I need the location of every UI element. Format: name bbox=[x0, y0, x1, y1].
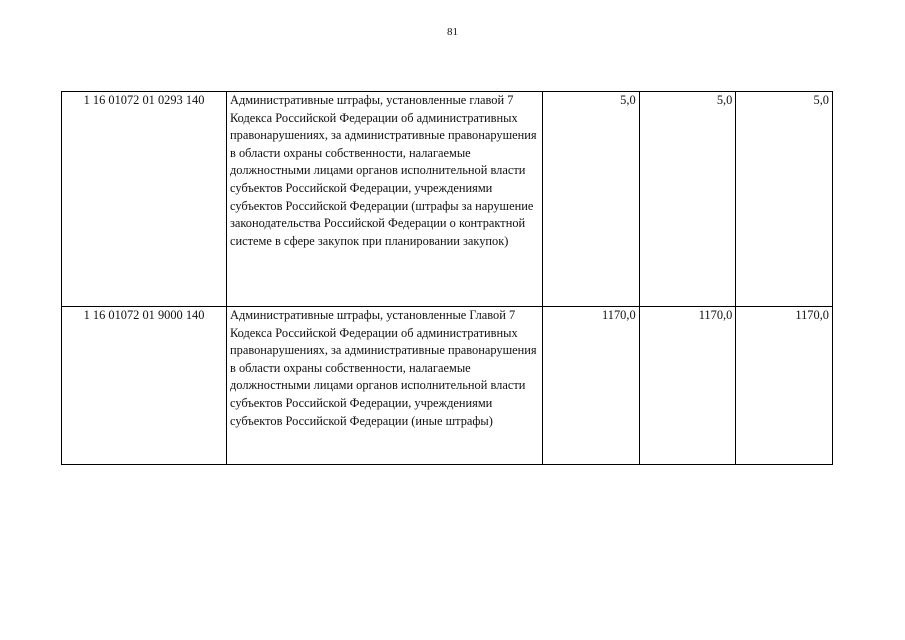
revenue-description: Административные штрафы, установленные Главой 7 Кодекса Российской Федерации об административных правонарушениях, за административные правонарушения в области охраны собственности, налагаемые должностными лицами органов исполнительной власти субъектов Российской Федерации, учреждениями субъектов Российской Федерации (иные штрафы) bbox=[227, 307, 543, 465]
amount-year-2: 1170,0 bbox=[639, 307, 736, 465]
page-number: 81 bbox=[447, 26, 458, 38]
amount-year-2: 5,0 bbox=[639, 92, 736, 307]
amount-year-1: 1170,0 bbox=[543, 307, 640, 465]
budget-revenue-table bbox=[61, 91, 833, 465]
amount-year-3: 5,0 bbox=[736, 92, 833, 307]
amount-year-3: 1170,0 bbox=[736, 307, 833, 465]
budget-classification-code: 1 16 01072 01 0293 140 bbox=[62, 92, 227, 307]
revenue-description: Административные штрафы, установленные главой 7 Кодекса Российской Федерации об административных правонарушениях, за административные правонарушения в области охраны собственности, налагаемые должностными лицами органов исполнительной власти субъектов Российской Федерации, учреждениями субъектов Российской Федерации (штрафы за нарушение законодательства Российской Федерации о контрактной системе в сфере закупок при планировании закупок) bbox=[227, 92, 543, 307]
budget-classification-code: 1 16 01072 01 9000 140 bbox=[62, 307, 227, 465]
table-row bbox=[62, 307, 833, 465]
table-row bbox=[62, 92, 833, 307]
amount-year-1: 5,0 bbox=[543, 92, 640, 307]
